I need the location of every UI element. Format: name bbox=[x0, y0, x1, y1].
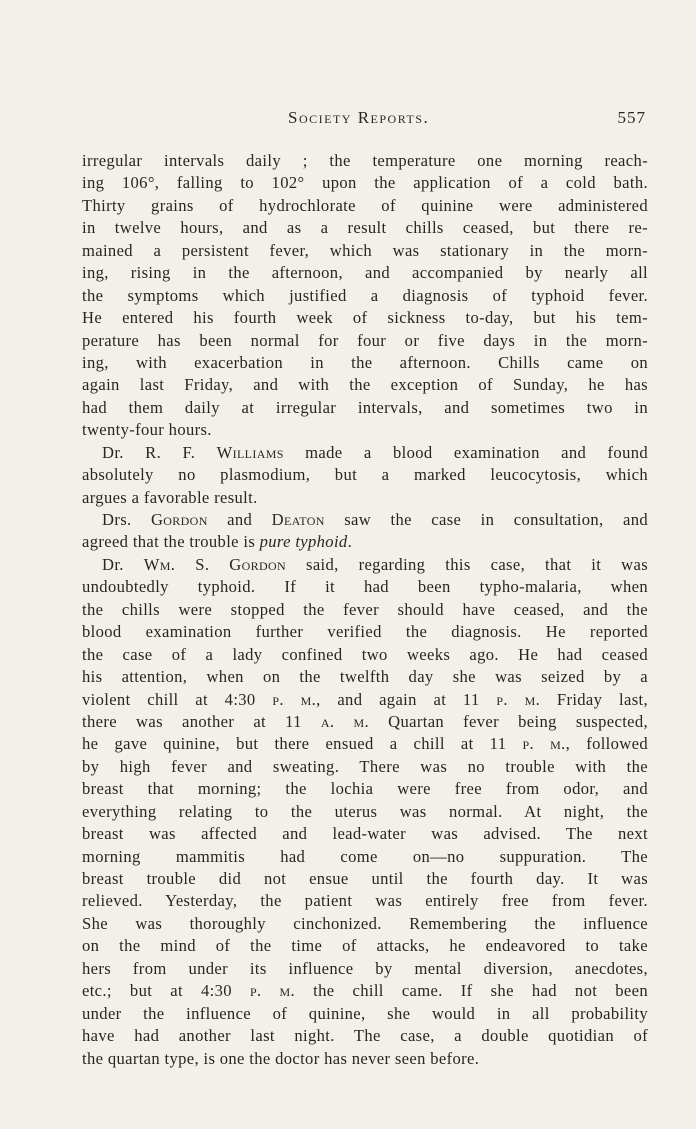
text-line bbox=[82, 442, 648, 464]
time-abbrev: p. m. bbox=[496, 689, 541, 709]
text-line: relieved. Yesterday, the patient was entirely free from fever. bbox=[82, 891, 648, 911]
page-number: 557 bbox=[617, 108, 646, 127]
text-line: by high fever and sweating. There was no trouble with the bbox=[82, 756, 648, 776]
text-line: blood examination further verified the diagnosis. He reported bbox=[82, 622, 648, 642]
text-line: twenty-four hours. bbox=[82, 420, 212, 440]
text-run: he gave quinine, but there ensued a chill at 11 bbox=[82, 734, 523, 754]
text-run: the chill came. If she had not been bbox=[295, 981, 648, 1001]
text-line bbox=[82, 733, 648, 755]
text-line: breast trouble did not ensue until the fourth day. It was bbox=[82, 869, 648, 888]
text-line: have had another last night. The case, a double quotidian of bbox=[82, 1026, 648, 1046]
text-line bbox=[82, 554, 648, 576]
text-run: Friday last, bbox=[540, 689, 648, 709]
text-line: perature has been normal for four or five days in the morn- bbox=[82, 330, 648, 350]
text-run: Dr. R. F. bbox=[102, 442, 217, 462]
text-run: , followed bbox=[565, 734, 648, 754]
text-run: agreed that the trouble is bbox=[82, 532, 260, 552]
text-line: ing, rising in the afternoon, and accompanied by nearly all bbox=[82, 263, 648, 283]
person-name: Gordon bbox=[150, 510, 208, 529]
text-line: hers from under its influence by mental diversion, anecdotes, bbox=[82, 958, 648, 978]
time-abbrev: p. m. bbox=[249, 981, 296, 1001]
text-line: had them daily at irregular intervals, and sometimes two in bbox=[82, 397, 648, 417]
text-line: in twelve hours, and as a result chills ceased, but there re- bbox=[82, 218, 648, 238]
time-abbrev: p. m. bbox=[272, 689, 317, 709]
person-name: Williams bbox=[216, 442, 284, 462]
text-line: everything relating to the uterus was normal. At night, the bbox=[82, 801, 648, 821]
text-line: breast was affected and lead-water was advised. The next bbox=[82, 824, 648, 844]
body-text bbox=[82, 150, 648, 1070]
text-line: his attention, when on the twelfth day she was seized by a bbox=[82, 667, 648, 687]
text-run: , and again at 11 bbox=[316, 689, 497, 709]
text-line: irregular intervals daily ; the temperature one morning reach- bbox=[82, 151, 648, 170]
text-line: undoubtedly typhoid. If it had been typho-malaria, when bbox=[82, 577, 648, 597]
text-line: absolutely no plasmodium, but a marked leucocytosis, which bbox=[82, 465, 648, 485]
text-line: the quartan type, is one the doctor has never seen before. bbox=[82, 1048, 480, 1068]
text-line: She was thoroughly cinchonized. Remembering the influence bbox=[82, 913, 648, 933]
text-run: saw the case in consultation, and bbox=[324, 510, 648, 529]
text-run: violent chill at 4:30 bbox=[82, 689, 273, 709]
text-line: on the mind of the time of attacks, he endeavored to take bbox=[82, 936, 648, 956]
text-line: Thirty grains of hydrochlorate of quinine were administered bbox=[82, 195, 648, 215]
text-line: mained a persistent fever, which was stationary in the morn- bbox=[82, 240, 648, 260]
text-line bbox=[82, 980, 648, 1002]
person-name: Deaton bbox=[271, 510, 325, 529]
text-line: the case of a lady confined two weeks ago. He had ceased bbox=[82, 644, 648, 664]
text-run: etc.; but at 4:30 bbox=[82, 981, 250, 1001]
person-name: Wm. S. Gordon bbox=[143, 554, 287, 574]
text-run: . bbox=[347, 532, 353, 552]
text-line: under the influence of quinine, she would in all probability bbox=[82, 1003, 648, 1023]
time-abbrev: a. m. bbox=[320, 711, 370, 731]
text-run: and bbox=[207, 510, 272, 529]
text-line bbox=[82, 711, 648, 733]
text-run: Dr. bbox=[102, 554, 144, 574]
text-line: the symptoms which justified a diagnosis of typhoid fever. bbox=[82, 285, 648, 305]
text-run: made a blood examination and found bbox=[283, 442, 648, 462]
text-line: ing 106°, falling to 102° upon the application of a cold bath. bbox=[82, 173, 648, 193]
time-abbrev: p. m. bbox=[522, 734, 566, 754]
italic-phrase: pure typhoid bbox=[259, 532, 348, 552]
text-line: morning mammitis had come on—no suppuration. The bbox=[82, 846, 648, 866]
text-run: Drs. bbox=[102, 510, 151, 529]
text-line: again last Friday, and with the exception of Sunday, he has bbox=[82, 375, 648, 395]
text-line: argues a favorable result. bbox=[82, 487, 258, 507]
text-line: the chills were stopped the fever should have ceased, and the bbox=[82, 599, 648, 619]
text-line bbox=[82, 531, 648, 553]
running-header bbox=[88, 108, 646, 134]
text-line: breast that morning; the lochia were free from odor, and bbox=[82, 779, 648, 799]
text-run: Quartan fever being suspected, bbox=[369, 711, 648, 731]
text-line bbox=[82, 509, 648, 531]
text-run: said, regarding this case, that it was bbox=[286, 554, 648, 574]
text-line: He entered his fourth week of sickness to-day, but his tem- bbox=[82, 308, 648, 328]
text-line bbox=[82, 689, 648, 711]
running-title: Society Reports. bbox=[288, 108, 430, 127]
text-line: ing, with exacerbation in the afternoon. Chills came on bbox=[82, 352, 648, 372]
text-run: there was another at 11 bbox=[82, 711, 321, 731]
